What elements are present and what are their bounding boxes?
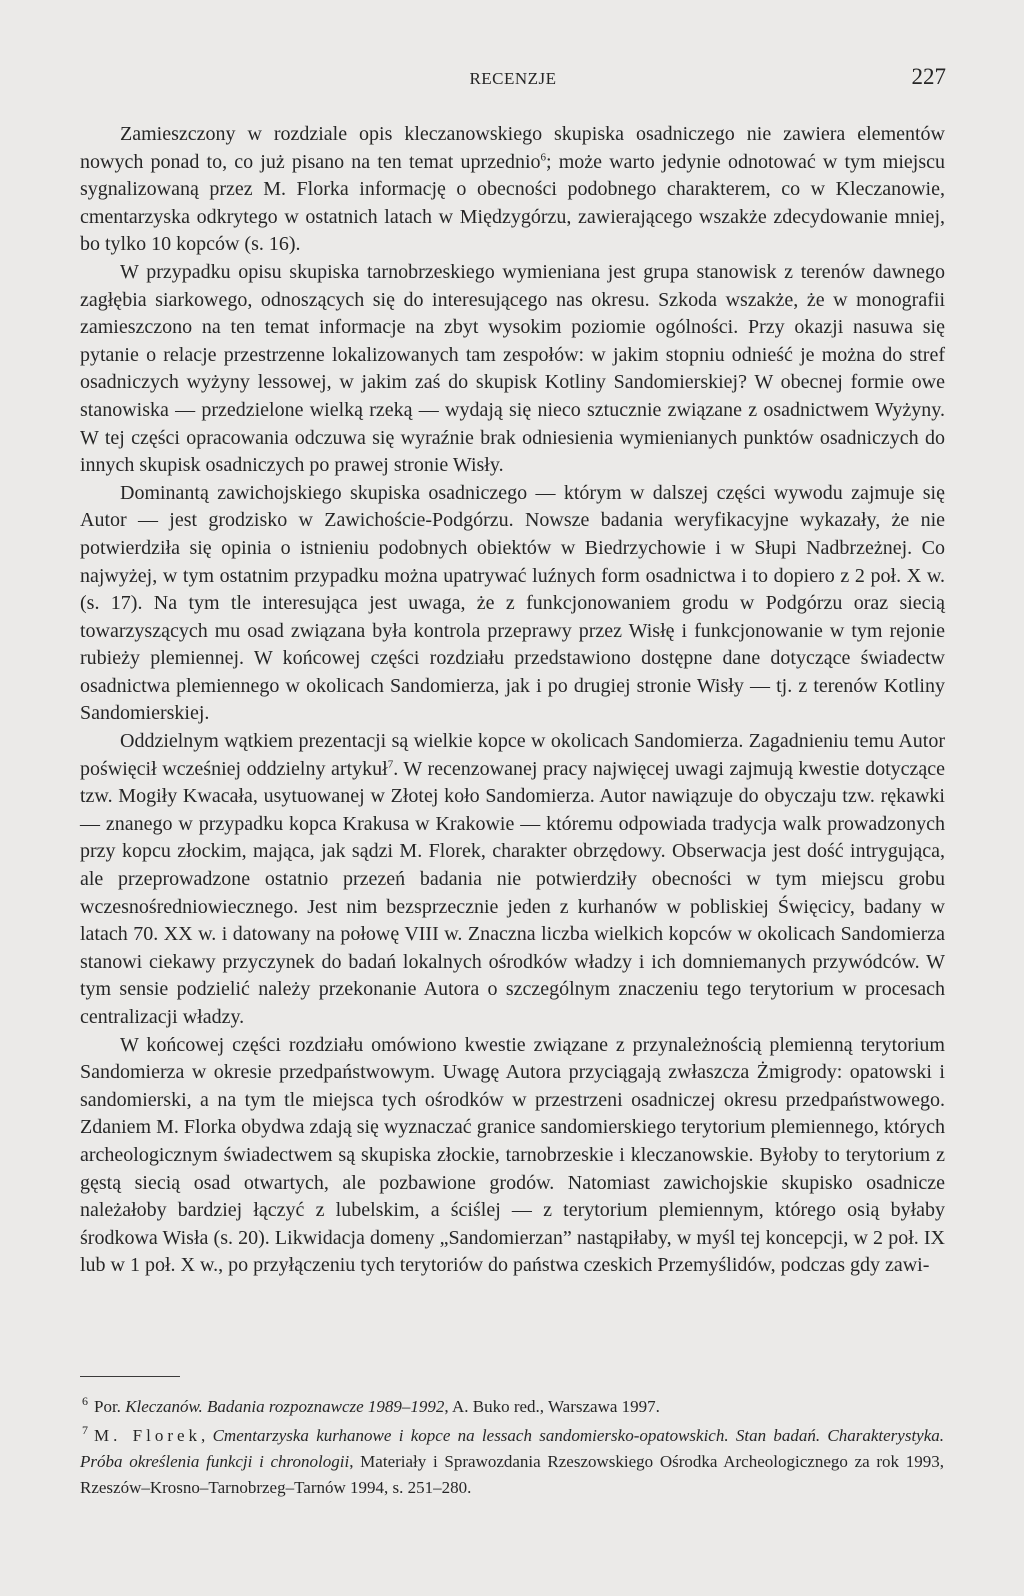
footnote-6 [80, 1394, 944, 1420]
paragraph-1 [80, 121, 945, 259]
body-text [80, 121, 945, 1280]
paragraph-4 [80, 728, 945, 1032]
running-head [80, 64, 946, 98]
footnote-rule [80, 1376, 180, 1377]
footnote-7-mark: 7 [82, 1423, 88, 1438]
footnotes [80, 1394, 944, 1504]
paragraph-3: Dominantą zawichojskiego skupiska osadniczego — którym w dalszej części wywodu zajmuje się Autor — jest grodzisko w Zawichoście-Podgórzu. Nowsze badania weryfikacyjne wykazały, że nie potwierdziła się opinia o istnieniu podobnych obiektów w Biedrzychowie i w Słupi Nadbrzeżnej. Co najwyżej, w tym ostatnim przypadku można upatrywać luźnych form osadnictwa i to dopiero z 2 poł. X w. (s. 17). Na tym tle interesująca jest uwaga, że z funkcjonowaniem grodu w Podgórzu oraz siecią towarzyszących mu osad związana była kontrola przeprawy przez Wisłę i funkcjonowanie w tym rejonie rubieży plemiennej. W końcowej części rozdziału przedstawiono dostępne dane dotyczące świadectw osadnictwa plemiennego w okolicach Sandomierza, jak i po drugiej stronie Wisły — tj. z terenów Kotliny Sandomierskiej. [80, 481, 945, 725]
paragraph-1-text-a: Zamieszczony w rozdziale opis kleczanowskiego skupiska osadniczego nie zawiera elementów nowych ponad to, co już pisano na ten temat uprzednio [80, 123, 945, 173]
footnote-6-mark: 6 [82, 1394, 88, 1409]
paragraph-5: W końcowej części rozdziału omówiono kwestie związane z przynależnością plemienną terytorium Sandomierza w okresie przedpaństwowym. Uwagę Autora przyciągają zwłaszcza Żmigrody: opatowski i sandomierski, a na tym tle miejsca tych ośrodków w przestrzeni osadniczej okresu przedpaństwowego. Zdaniem M. Florka obydwa zdają się wyznaczać granice sandomierskiego terytorium plemiennego, których archeologicznym świadectwem są skupiska złockie, tarnobrzeskie i kleczanowskie. Byłoby to terytorium z gęstą siecią osad otwartych, ale pozbawione grodów. Natomiast zawichojskie skupisko osadnicze należałoby bardziej łączyć z lubelskim, a ściślej — z terytorium plemiennym, którego osią byłaby środkowa Wisła (s. 20). Likwidacja domeny „Sandomierzan” nastąpiłaby, w myśl tej koncepcji, w 2 poł. IX lub w 1 poł. X w., po przyłączeniu tych terytoriów do państwa czeskich Przemyślidów, podczas gdy zawi- [80, 1033, 945, 1277]
footnote-6-title: Kleczanów. Badania rozpoznawcze 1989–1992 [125, 1397, 445, 1416]
footnote-ref-7: 7 [387, 758, 394, 770]
paragraph-1-text-b: ; może warto jedynie odnotować w tym miejscu sygnalizowaną przez M. Florka informację o obecności podobnego charakterem, co w Kleczanowie, cmentarzyska odkrytego w ostatnich latach w Międzygórzu, zawierającego wszakże zdecydowanie mniej, bo tylko 10 kopców (s. 16). [80, 150, 945, 256]
footnote-7-text-b: , Materiały i Sprawozdania Rzeszowskiego Ośrodka Archeologicznego za rok 1993, Rzeszów–Krosno–Tarnobrzeg–Tarnów 1994, s. 251–280. [80, 1452, 944, 1497]
running-title: RECENZJE [469, 69, 557, 88]
page-number: 227 [911, 64, 946, 89]
footnote-6-text-a: Por. [94, 1397, 126, 1416]
paragraph-2: W przypadku opisu skupiska tarnobrzeskiego wymieniana jest grupa stanowisk z terenów dawnego zagłębia siarkowego, odnoszących się do interesującego nas okresu. Szkoda wszakże, że w monografii zamieszczono na ten temat informacje na zbyt wysokim poziomie ogólności. Przy okazji nasuwa się pytanie o relacje przestrzenne lokalizowanych tam zespołów: w jakim stopniu odnieść je można do stref osadniczych wyżyny lessowej, w jakim zaś do skupisk Kotliny Sandomierskiej? W obecnej formie owe stanowiska — przedzielone wielką rzeką — wydają się nieco sztucznie związane z osadnictwem Wyżyny. W tej części opracowania odczuwa się wyraźnie brak odniesienia wymienianych punktów osadniczych do innych skupisk osadniczych po prawej stronie Wisły. [80, 260, 945, 477]
footnote-7-author: M. Florek [94, 1426, 202, 1445]
footnote-7 [80, 1423, 944, 1501]
paragraph-4-text-b: . W recenzowanej pracy najwięcej uwagi zajmują kwestie dotyczące tzw. Mogiły Kwacała, usytuowanej w Złotej koło Sandomierza. Autor nawiązuje do obyczaju tzw. rękawki — znanego w przypadku kopca Krakusa w Krakowie — któremu odpowiada tradycja walk prowadzonych przy kopcu złockim, mająca, jak sądzi M. Florek, charakter obrzędowy. Obserwacja jest dość intrygująca, ale przeprowadzone ostatnio przezeń badania nie potwierdziły obecności w tym miejscu grobu wczesnośredniowiecznego. Jest nim bezsprzecznie jeden z kurhanów w pobliskiej Święcicy, badany w latach 70. XX w. i datowany na połowę VIII w. Znaczna liczba wielkich kopców w okolicach Sandomierza stanowi ciekawy przyczynek do badań lokalnych ośrodków władzy i ich domniemanych przywódców. W tym sensie podzielić należy przekonanie Autora o szczególnym znaczeniu tego terytorium w procesach centralizacji władzy. [80, 757, 946, 1028]
footnote-ref-6: 6 [540, 150, 547, 163]
paragraph-4-text-a: Oddzielnym wątkiem prezentacji są wielkie kopce w okolicach Sandomierza. Zagadnieniu temu Autor poświęcił wcześniej oddzielny artykuł [80, 730, 945, 780]
footnote-6-text-b: , A. Buko red., Warszawa 1997. [444, 1397, 660, 1416]
footnote-7-text-a: , [201, 1426, 213, 1445]
footnote-7-title: Cmentarzyska kurhanowe i kopce na lessach sandomiersko-opatowskich. Stan badań. Charakterystyka. Próba określenia funkcji i chronologii [80, 1426, 945, 1471]
